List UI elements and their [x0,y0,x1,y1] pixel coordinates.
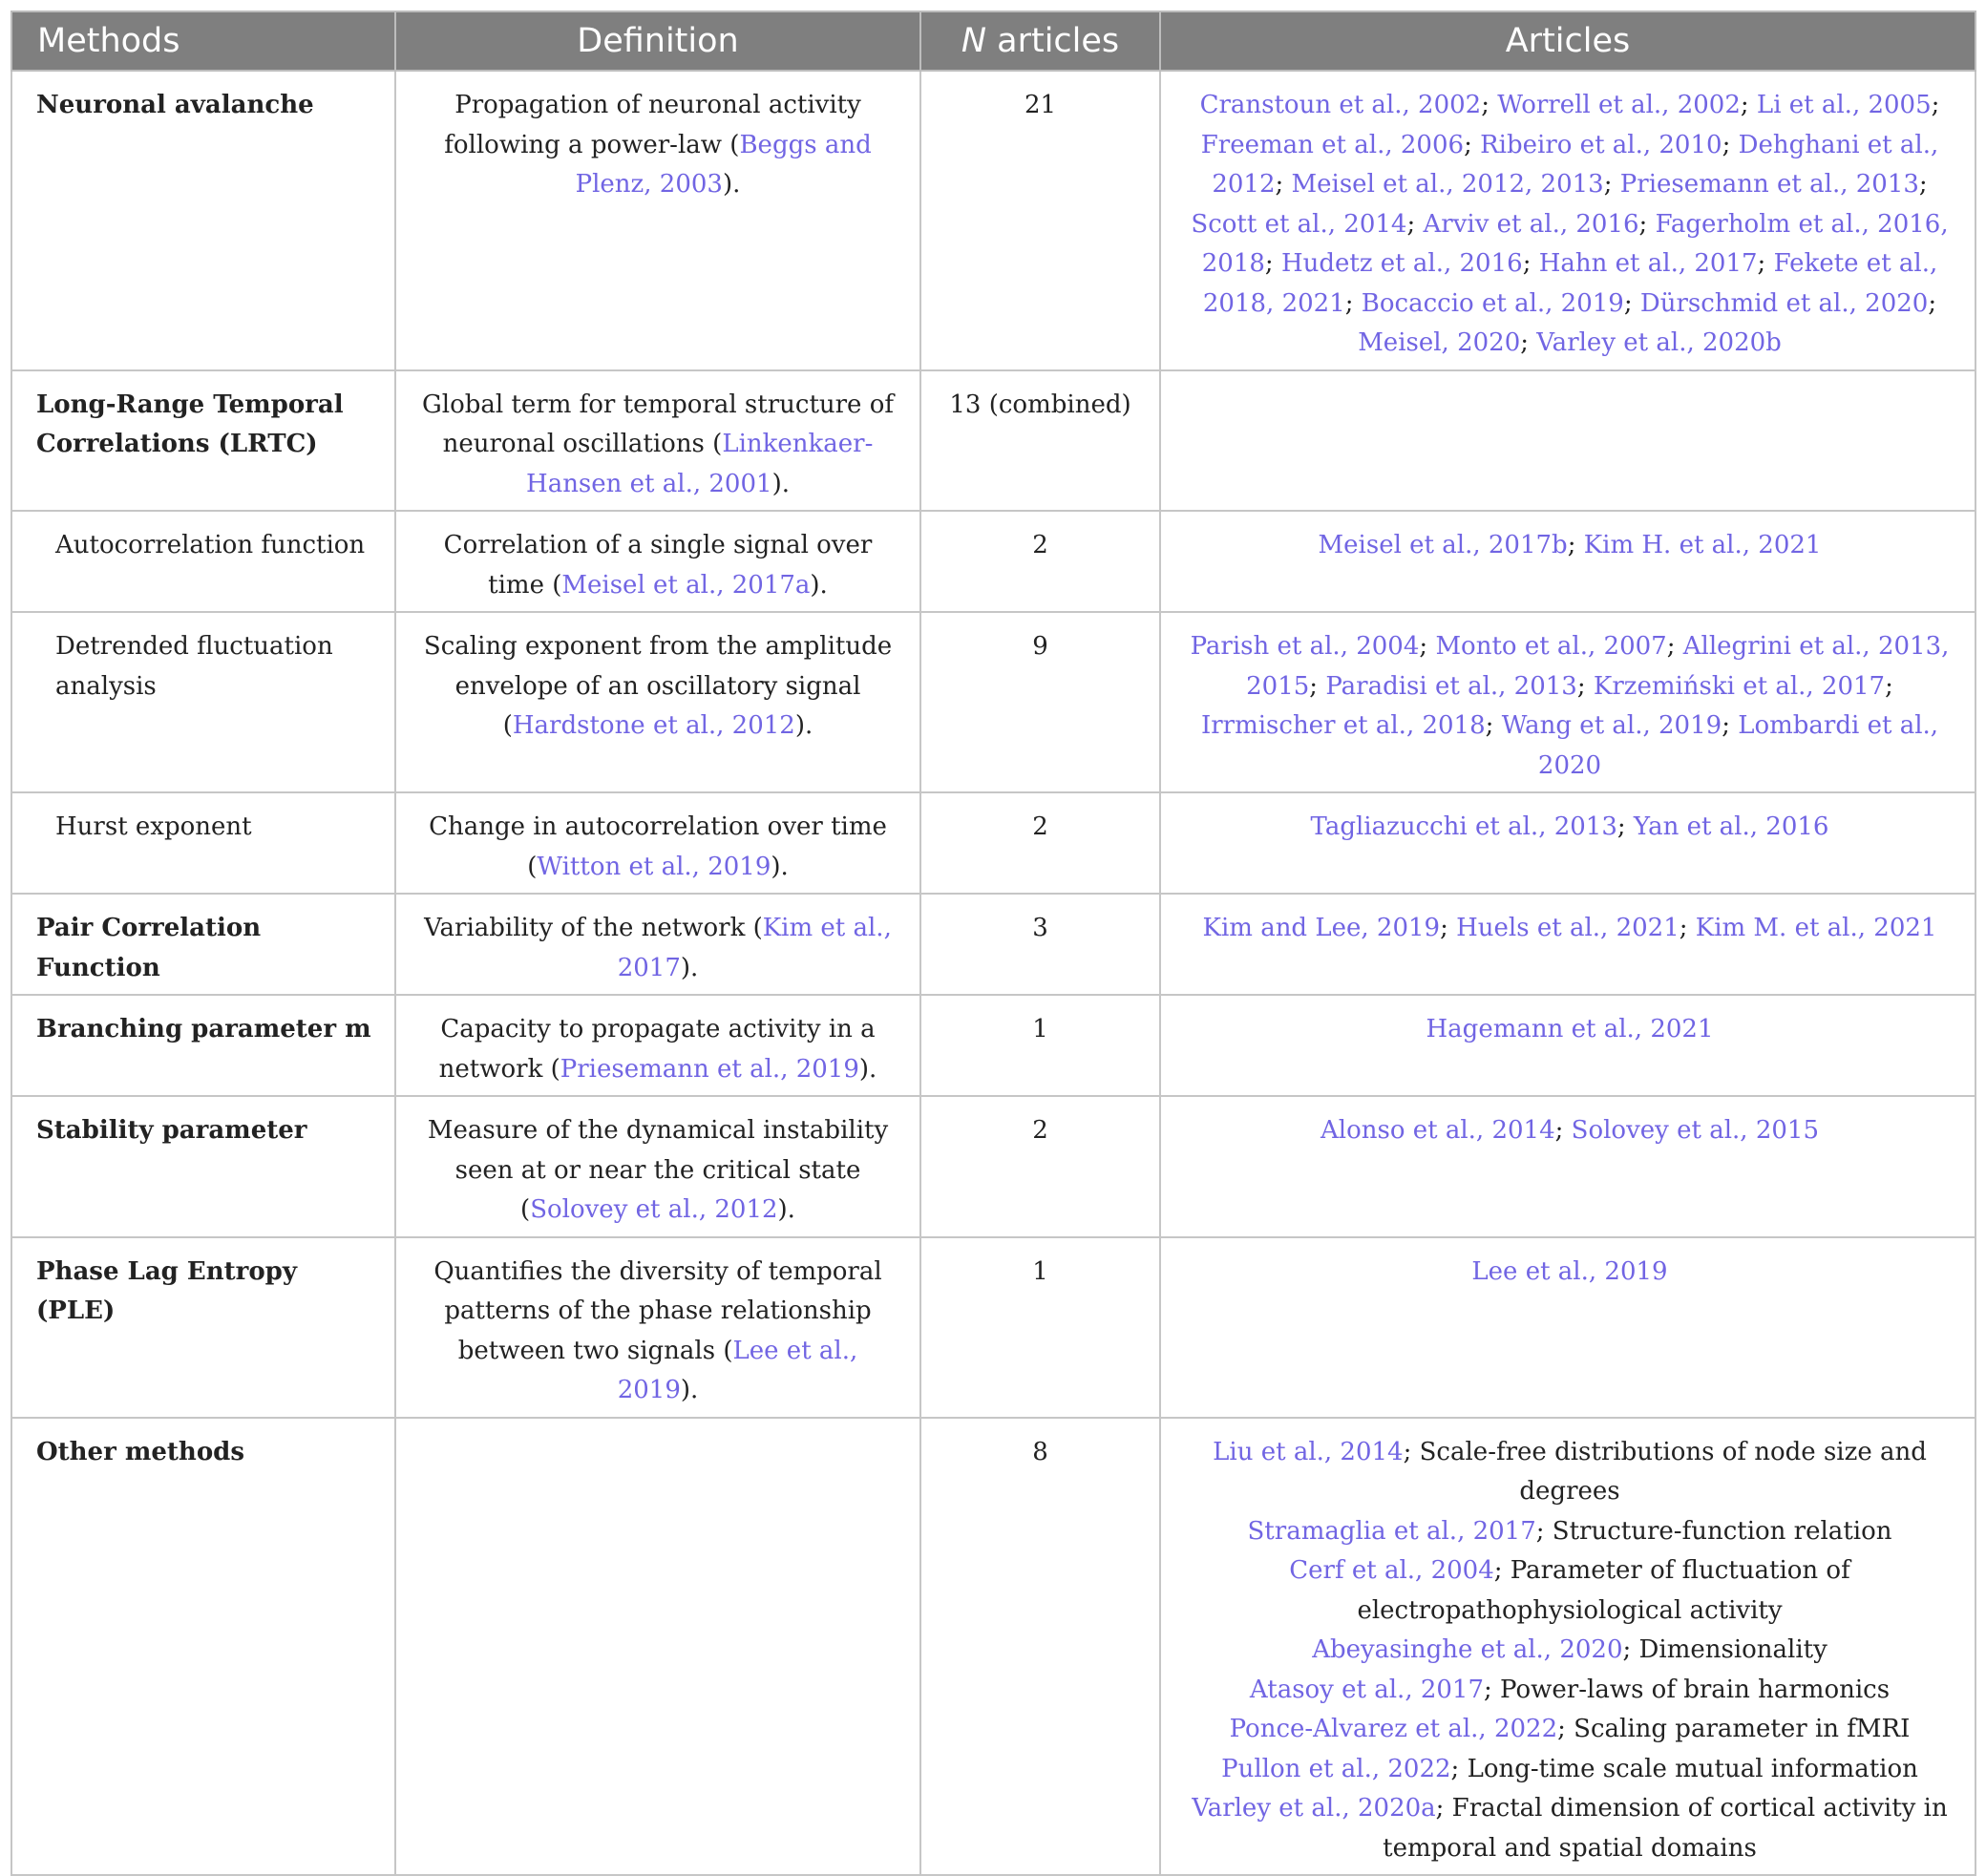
articles-cell: Alonso et al., 2014; Solovey et al., 2015 [1160,1096,1975,1237]
article-link[interactable]: Solovey et al., 2015 [1571,1116,1819,1145]
definition-cell [395,792,920,894]
article-link[interactable]: Hudetz et al., 2016 [1280,249,1523,278]
definition-reference-link[interactable]: Lee et al., 2019 [617,1336,858,1404]
other-method-entry [1178,1789,1961,1868]
article-link[interactable]: Cerf et al., 2004 [1289,1556,1494,1585]
article-link[interactable]: Dehghani et al., 2012 [1212,130,1939,199]
articles-cell [1160,995,1975,1096]
other-method-entry [1178,1512,1961,1552]
article-link[interactable]: Kim M. et al., 2021 [1695,914,1937,942]
n-articles-cell: 21 [920,71,1160,370]
definition-end: ). [680,953,699,982]
articles-cell [1160,370,1975,512]
definition-cell [395,995,920,1096]
n-articles-cell: 1 [920,995,1160,1096]
articles-cell: Tagliazucchi et al., 2013; Yan et al., 2016 [1160,792,1975,894]
method-cell: Detrended fluctuation analysis [11,612,395,792]
definition-end: ). [794,711,813,740]
article-link[interactable]: Worrell et al., 2002 [1497,91,1741,119]
definition-cell [395,511,920,612]
article-link[interactable]: Meisel et al., 2017b [1318,531,1568,559]
article-link[interactable]: Li et al., 2005 [1756,91,1932,119]
article-link[interactable]: Monto et al., 2007 [1435,632,1667,661]
other-method-description: ; Scaling parameter in fMRI [1557,1715,1911,1743]
definition-cell [395,1418,920,1876]
article-link[interactable]: Tagliazucchi et al., 2013 [1310,812,1617,841]
article-link[interactable]: Scott et al., 2014 [1191,209,1407,239]
n-articles-cell: 2 [920,511,1160,612]
article-link[interactable]: Priesemann et al., 2013 [1619,170,1919,199]
definition-text: Correlation of a single signal over time ( [443,531,873,600]
n-articles-cell: 3 [920,894,1160,995]
other-method-entry [1178,1433,1961,1512]
table-body [11,71,1975,1875]
article-link[interactable]: Kim and Lee, 2019 [1202,914,1441,942]
definition-text: Scaling exponent from the amplitude envelope of an oscillatory signal ( [423,632,893,740]
articles-cell [1160,1237,1975,1418]
article-link[interactable]: Liu et al., 2014 [1213,1437,1404,1466]
method-cell: Pair Correlation Function [11,894,395,995]
article-link[interactable]: Atasoy et al., 2017 [1249,1675,1485,1704]
definition-text: Quantifies the diversity of temporal patterns of the phase relationship between two signals ( [433,1256,882,1365]
definition-reference-link[interactable]: Meisel et al., 2017a [561,570,811,600]
article-link[interactable]: Lombardi et al., 2020 [1537,711,1939,780]
article-link[interactable]: Kim H. et al., 2021 [1583,531,1822,559]
table-row [11,1237,1975,1418]
table-row [11,612,1975,792]
table-row [11,995,1975,1096]
definition-text: Global term for temporal structure of neuronal oscillations ( [422,390,894,458]
definition-text: Measure of the dynamical instability seen at or near the critical state ( [427,1116,889,1224]
method-cell: Stability parameter [11,1096,395,1237]
article-link[interactable]: Cranstoun et al., 2002 [1199,91,1482,119]
methods-table [11,11,1976,1876]
article-link[interactable]: Hahn et al., 2017 [1538,249,1758,278]
article-link[interactable]: Arviv et al., 2016 [1423,209,1639,239]
n-articles-cell: 8 [920,1418,1160,1876]
method-cell: Hurst exponent [11,792,395,894]
n-articles-cell: 2 [920,1096,1160,1237]
other-method-entry [1178,1750,1961,1790]
header-definition: Definition [395,11,920,71]
definition-end: ). [771,469,790,498]
article-link[interactable]: Hagemann et al., 2021 [1426,1015,1714,1043]
method-cell: Other methods [11,1418,395,1876]
definition-reference-link[interactable]: Hardstone et al., 2012 [512,711,795,740]
table-row [11,1418,1975,1876]
n-articles-cell: 9 [920,612,1160,792]
definition-cell [395,1237,920,1418]
articles-cell: Cranstoun et al., 2002; Worrell et al., 2002; Li et al., 2005; Freeman et al., 2006; Ribeiro et al., 2010; Dehghani et al., 2012; Meisel et al., 2012, 2013; Priesemann et al., 2013; Scott et al., 2014; Arviv et al., 2016; Fagerholm et al., 2016, 2018; Hudetz et al., 2016; Hahn et al., 2017; Fekete et al., 2018, 2021; Bocaccio et al., 2019; Dürschmid et al., 2020; Meisel, 2020; Varley et al., 2020b [1160,71,1975,370]
article-link[interactable]: Wang et al., 2019 [1501,711,1722,740]
table-row [11,71,1975,370]
definition-cell [395,370,920,512]
article-link[interactable]: Stramaglia et al., 2017 [1247,1516,1536,1546]
article-link[interactable]: Meisel et al., 2012, 2013 [1291,170,1604,199]
other-method-description: ; Structure-function relation [1535,1516,1892,1546]
definition-cell [395,894,920,995]
definition-end: ). [810,570,828,600]
article-link[interactable]: Dürschmid et al., 2020 [1639,288,1929,318]
articles-cell: Parish et al., 2004; Monto et al., 2007; Allegrini et al., 2013, 2015; Paradisi et al., 2013; Krzemiński et al., 2017; Irrmischer et al., 2018; Wang et al., 2019; Lombardi et al., 2020 [1160,612,1975,792]
other-method-description: ; Long-time scale mutual information [1450,1754,1918,1783]
other-method-description: ; Fractal dimension of cortical activity in temporal and spatial domains [1383,1794,1948,1863]
definition-end: ). [771,852,789,881]
articles-cell [1160,1418,1975,1876]
definition-text: Variability of the network ( [424,914,763,942]
article-link[interactable]: Yan et al., 2016 [1633,812,1829,841]
article-link[interactable]: Irrmischer et al., 2018 [1200,711,1486,740]
method-cell: Branching parameter m [11,995,395,1096]
article-link[interactable]: Varley et al., 2020a [1192,1794,1436,1823]
definition-text: Capacity to propagate activity in a network ( [438,1015,876,1084]
method-cell: Autocorrelation function [11,511,395,612]
definition-text: Change in autocorrelation over time ( [429,812,887,881]
article-link[interactable]: Lee et al., 2019 [1471,1256,1668,1286]
table-row [11,511,1975,612]
article-link[interactable]: Bocaccio et al., 2019 [1361,288,1624,318]
header-methods: Methods [11,11,395,71]
other-method-entry [1178,1710,1961,1750]
header-n-italic: N [961,22,987,60]
n-articles-cell: 2 [920,792,1160,894]
definition-end: ). [722,170,741,199]
definition-end: ). [680,1376,699,1404]
article-link[interactable]: Fekete et al., 2018, 2021 [1202,249,1938,318]
header-n-articles [920,11,1160,71]
articles-cell: Meisel et al., 2017b; Kim H. et al., 2021 [1160,511,1975,612]
definition-end: ). [858,1054,877,1084]
article-link[interactable]: Abeyasinghe et al., 2020 [1312,1635,1623,1664]
definition-cell [395,1096,920,1237]
article-link[interactable]: Alonso et al., 2014 [1320,1116,1555,1145]
other-method-description: ; Dimensionality [1622,1635,1828,1664]
article-link[interactable]: Pullon et al., 2022 [1221,1754,1451,1783]
article-link[interactable]: Ribeiro et al., 2010 [1480,130,1722,159]
definition-end: ). [777,1195,795,1224]
other-method-entry [1178,1671,1961,1711]
article-link[interactable]: Allegrini et al., 2013, 2015 [1246,632,1950,701]
article-link[interactable]: Paradisi et al., 2013 [1325,671,1577,701]
definition-reference-link[interactable]: Solovey et al., 2012 [530,1195,778,1224]
definition-text: Propagation of neuronal activity following a power-law ( [444,91,861,159]
definition-reference-link[interactable]: Witton et al., 2019 [537,852,771,881]
definition-reference-link[interactable]: Linkenkaer-Hansen et al., 2001 [526,430,874,498]
table-row [11,792,1975,894]
article-link[interactable]: Freeman et al., 2006 [1200,130,1465,159]
other-method-description: ; Parameter of fluctuation of electropathophysiological activity [1357,1556,1850,1625]
article-link[interactable]: Huels et al., 2021 [1456,914,1680,942]
definition-reference-link[interactable]: Priesemann et al., 2019 [560,1054,859,1084]
other-method-description: ; Power-laws of brain harmonics [1484,1675,1891,1704]
method-cell: Long-Range Temporal Correlations (LRTC) [11,370,395,512]
method-cell: Phase Lag Entropy (PLE) [11,1237,395,1418]
n-articles-cell: 13 (combined) [920,370,1160,512]
header-articles: Articles [1160,11,1975,71]
definition-reference-link[interactable]: Kim et al., 2017 [617,914,892,982]
definition-reference-link[interactable]: Beggs and Plenz, 2003 [575,130,872,199]
n-articles-cell: 1 [920,1237,1160,1418]
header-row [11,11,1975,71]
definition-cell [395,71,920,370]
table-container [11,11,1975,1876]
article-link[interactable]: Ponce-Alvarez et al., 2022 [1229,1715,1558,1743]
article-link[interactable]: Parish et al., 2004 [1190,632,1420,661]
method-cell: Neuronal avalanche [11,71,395,370]
table-row [11,370,1975,512]
article-link[interactable]: Krzemiński et al., 2017 [1593,671,1886,701]
article-link[interactable]: Varley et al., 2020b [1536,328,1782,357]
header-n-rest: articles [986,22,1120,60]
definition-cell [395,612,920,792]
table-row [11,894,1975,995]
other-method-entry [1178,1551,1961,1631]
articles-cell: Kim and Lee, 2019; Huels et al., 2021; Kim M. et al., 2021 [1160,894,1975,995]
other-method-description: ; Scale-free distributions of node size and degrees [1403,1437,1927,1506]
article-link[interactable]: Fagerholm et al., 2016, 2018 [1201,209,1949,278]
table-row [11,1096,1975,1237]
article-link[interactable]: Meisel, 2020 [1358,328,1521,357]
other-method-entry [1178,1631,1961,1671]
